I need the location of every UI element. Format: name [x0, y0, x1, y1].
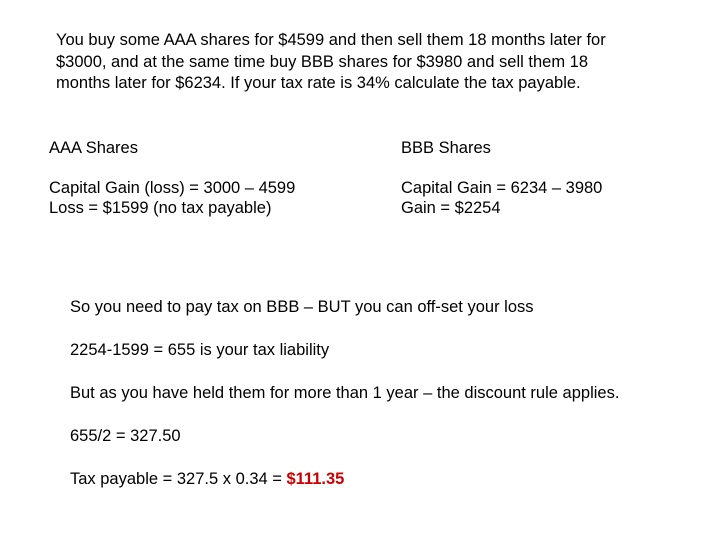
tax-liability-calc: 2254-1599 = 655 is your tax liability	[70, 341, 330, 359]
question-text	[56, 30, 696, 95]
offset-note: So you need to pay tax on BBB – BUT you can off-set your loss	[70, 298, 534, 316]
aaa-shares-column	[49, 138, 379, 218]
tax-payable-line	[70, 469, 690, 489]
aaa-shares-heading: AAA Shares	[49, 139, 138, 157]
bbb-shares-column	[401, 138, 701, 218]
tax-payable-prefix: Tax payable = 327.5 x 0.34 =	[70, 470, 287, 488]
bbb-gain-result: Gain = $2254	[401, 199, 501, 217]
bbb-shares-heading: BBB Shares	[401, 139, 491, 157]
question-line-1: You buy some AAA shares for $4599 and then sell them 18 months later for	[56, 31, 606, 49]
aaa-capital-gain-calc: Capital Gain (loss) = 3000 – 4599	[49, 179, 296, 197]
aaa-loss-result: Loss = $1599 (no tax payable)	[49, 199, 272, 217]
question-line-2: $3000, and at the same time buy BBB shares for $3980 and sell them 18	[56, 52, 588, 71]
discount-rule-note: But as you have held them for more than 1 year – the discount rule applies.	[70, 384, 620, 402]
discount-calc: 655/2 = 327.50	[70, 427, 181, 445]
bbb-capital-gain-calc: Capital Gain = 6234 – 3980	[401, 179, 603, 197]
question-line-3: months later for $6234. If your tax rate is 34% calculate the tax payable.	[56, 74, 581, 92]
tax-payable-amount: $111.35	[286, 470, 345, 488]
solution-steps	[70, 297, 690, 489]
